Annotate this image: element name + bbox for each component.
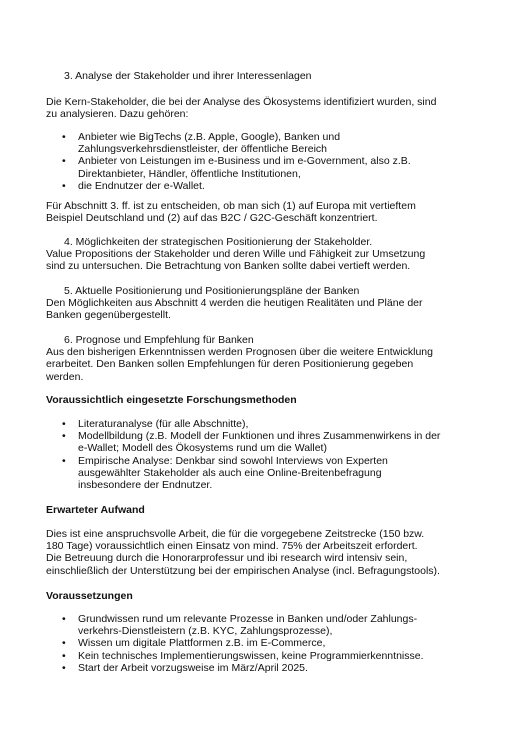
bullet-icon: • <box>62 454 66 467</box>
text-line: Dies ist eine anspruchsvolle Arbeit, die für die vorgegebene Zeitstrecke (150 bzw. <box>46 528 425 540</box>
text-line: werden. <box>46 370 84 383</box>
stakeholder-list <box>46 131 466 192</box>
text-line: Den Möglichkeiten aus Abschnitt 4 werden die heutigen Realitäten und Pläne der <box>46 297 423 310</box>
section-6-heading: 6. Prognose und Empfehlung für Banken <box>64 334 254 346</box>
text-line: sind zu untersuchen. Die Betrachtung von Banken sollte dabei vertieft werden. <box>46 260 411 273</box>
text-line: Die Kern-Stakeholder, die bei der Analyse des Ökosystems identifiziert wurden, sind <box>46 96 437 108</box>
bullet-icon: • <box>62 418 66 430</box>
text-line: Für Abschnitt 3. ff. ist zu entscheiden, ob man sich (1) auf Europa mit vertieftem <box>46 200 416 212</box>
text-line: Grundwissen rund um relevante Prozesse in Banken und/oder Zahlungs- <box>78 613 418 625</box>
text-line: Anbieter von Leistungen im e-Business und im e-Government, also z.B. <box>78 155 411 168</box>
text-line: Direktanbieter, Händler, öffentliche Institutionen, <box>78 167 301 180</box>
list-item <box>46 613 466 637</box>
text-line: Kein technisches Implementierungswissen, keine Programmierkenntnisse. <box>78 649 424 662</box>
text-line: verkehrs-Dienstleistern (z.B. KYC, Zahlungsprozesse), <box>78 625 333 638</box>
section-4 <box>46 236 466 273</box>
list-item <box>46 650 466 662</box>
methods-heading: Voraussichtlich eingesetzte Forschungsmethoden <box>46 394 297 406</box>
section-3-heading <box>46 70 484 82</box>
text-line: Empirische Analyse: Denkbar sind sowohl Interviews von Experten <box>78 454 388 467</box>
text-line: erarbeitet. Den Banken sollen Empfehlungen für deren Positionierung gegeben <box>46 358 414 371</box>
text-line: Wissen um digitale Plattformen z.B. im E-Commerce, <box>78 637 326 650</box>
text-line: Zahlungsverkehrsdienstleister, der öffentliche Bereich <box>78 143 328 156</box>
list-item <box>46 155 466 179</box>
text-line: Modellbildung (z.B. Modell der Funktionen und ihres Zusammenwirkens in der <box>78 430 441 443</box>
section-5 <box>46 285 466 322</box>
text-line: Anbieter wie BigTechs (z.B. Apple, Google), Banken und <box>78 131 341 143</box>
list-item <box>46 455 466 492</box>
section-4-heading: 4. Möglichkeiten der strategischen Positionierung der Stakeholder. <box>64 236 373 248</box>
bullet-icon: • <box>62 649 66 662</box>
methods-list <box>46 418 466 491</box>
list-item <box>46 430 466 454</box>
bullet-icon: • <box>62 613 66 625</box>
text-line: 180 Tage) voraussichtlich einen Einsatz von mind. 75% der Arbeitszeit erfordert. <box>46 540 418 553</box>
section-5-heading: 5. Aktuelle Positionierung und Positionierungspläne der Banken <box>64 285 360 297</box>
section-3-note <box>46 200 466 224</box>
bullet-icon: • <box>62 661 66 674</box>
prereq-list <box>46 613 466 674</box>
text-line: Value Propositions der Stakeholder und deren Wille und Fähigkeit zur Umsetzung <box>46 248 426 261</box>
text-line: einschließlich der Unterstützung bei der empirischen Analyse (incl. Befragungstools). <box>46 564 440 577</box>
effort-heading: Erwarteter Aufwand <box>46 504 145 516</box>
text-line: die Endnutzer der e-Wallet. <box>78 179 205 192</box>
list-item <box>46 131 466 155</box>
bullet-icon: • <box>62 430 66 443</box>
section-3-heading-text: 3. Analyse der Stakeholder und ihrer Interessenlagen <box>64 70 312 82</box>
list-item <box>46 662 466 674</box>
list-item <box>46 418 466 430</box>
text-line: Aus den bisherigen Erkenntnissen werden Prognosen über die weitere Entwicklung <box>46 346 433 359</box>
list-item <box>46 637 466 649</box>
list-item <box>46 180 466 192</box>
text-line: Beispiel Deutschland und (2) auf das B2C / G2C-Geschäft konzentriert. <box>46 212 378 225</box>
bullet-icon: • <box>62 131 66 143</box>
prereq-heading: Voraussetzungen <box>46 590 133 602</box>
text-line: Start der Arbeit vorzugsweise im März/April 2025. <box>78 661 308 674</box>
text-line: zu analysieren. Dazu gehören: <box>46 108 189 121</box>
text-line: Banken gegenübergestellt. <box>46 309 171 322</box>
bullet-icon: • <box>62 179 66 192</box>
bullet-icon: • <box>62 155 66 168</box>
text-line: Literaturanalyse (für alle Abschnitte), <box>78 418 249 430</box>
text-line: e-Wallet; Modell des Ökosystems rund um die Wallet) <box>78 442 327 455</box>
bullet-icon: • <box>62 637 66 650</box>
text-line: insbesondere der Endnutzer. <box>78 479 213 492</box>
effort-text <box>46 528 466 577</box>
section-3-intro <box>46 96 466 120</box>
text-line: Die Betreuung durch die Honorarprofessur und ibi research wird intensiv sein, <box>46 552 408 565</box>
section-6 <box>46 334 466 383</box>
text-line: ausgewählter Stakeholder als auch eine Online-Breitenbefragung <box>78 466 382 479</box>
